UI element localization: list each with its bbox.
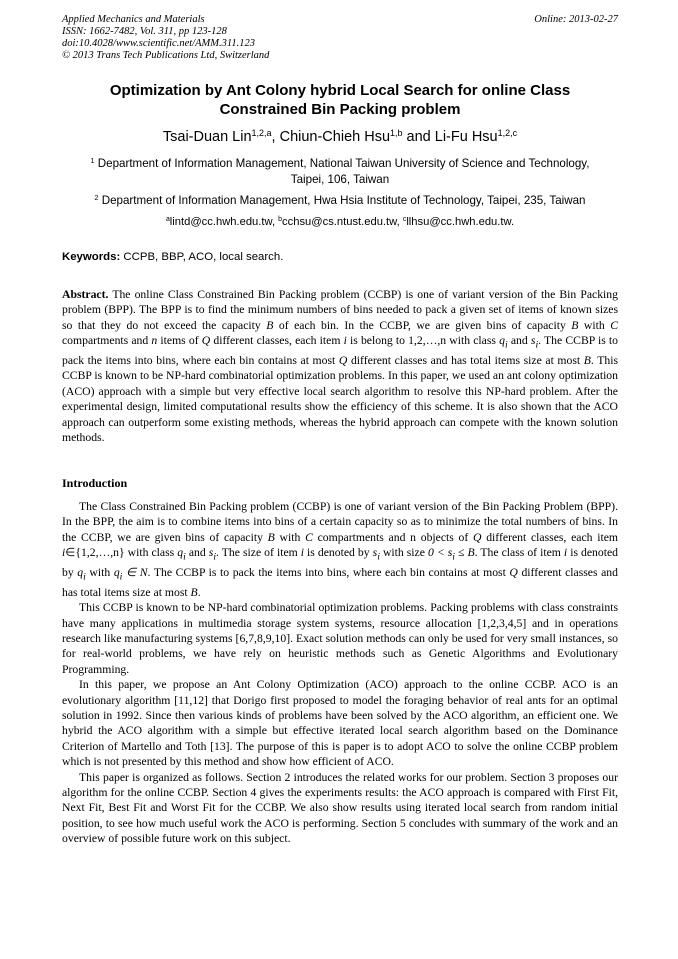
intro-paragraph-2: This CCBP is known to be NP-hard combinatorial optimization problems. Packing problems with class constraints have many applications in multimedia storage system systems, resource allocation [1,2,3,4,5] and in operations research like manufacturing systems [6,7,8,9,10]. Exact solution methods can only be used for very small instances, so for real-world problems, we have rely on heuristic methods such as Genetic Algorithms and Evolutionary Programming. xyxy=(62,601,618,676)
affiliation-1-line-1: Department of Information Management, National Taiwan University of Science and Technology, xyxy=(97,157,590,170)
keywords-label: Keywords: xyxy=(62,251,121,263)
author-separator: and xyxy=(402,129,435,145)
email-b-marker: b xyxy=(278,216,283,224)
introduction-body xyxy=(62,499,618,847)
author-list xyxy=(62,128,618,146)
author-1-affiliation: 1,2,a xyxy=(251,128,272,139)
email-a: lintd@cc.hwh.edu.tw xyxy=(169,216,272,228)
affiliation-2-text: Department of Information Management, Hwa Hsia Institute of Technology, Taipei, 235, Taiwan xyxy=(101,194,586,207)
introduction-heading: Introduction xyxy=(62,476,128,490)
author-1: Tsai-Duan Lin xyxy=(162,129,252,145)
author-3: Li-Fu Hsu xyxy=(434,129,498,145)
affiliation-1-line-2: Taipei, 106, Taiwan xyxy=(290,173,390,186)
title-line-1: Optimization by Ant Colony hybrid Local Search for online Class xyxy=(109,82,571,99)
journal-name: Applied Mechanics and Materials xyxy=(62,14,205,25)
affiliation-1 xyxy=(62,156,618,188)
affiliation-2 xyxy=(62,193,618,209)
author-2: Chiun-Chieh Hsu xyxy=(279,129,391,145)
copyright-line: © 2013 Trans Tech Publications Ltd, Switzerland xyxy=(62,50,270,61)
issn-line: ISSN: 1662-7482, Vol. 311, pp 123-128 xyxy=(62,26,227,37)
doi-line: doi:10.4028/www.scientific.net/AMM.311.123 xyxy=(62,38,255,49)
abstract-label: Abstract. xyxy=(62,288,109,301)
keywords-text: CCPB, BBP, ACO, local search. xyxy=(123,251,284,263)
email-b: cchsu@cs.ntust.edu.tw xyxy=(282,216,397,228)
title-line-2: Constrained Bin Packing problem xyxy=(219,101,461,118)
intro-paragraph-4: This paper is organized as follows. Section 2 introduces the related works for our problem. Section 3 proposes our algorithm for the online CCBP. Section 4 gives the experiments results: the ACO approach is compared with First Fit, Next Fit, Best Fit and Worst Fit for the CCBP. We also show results using iterated local search from random initial position, to see how much useful work the ACO is performing. Section 5 concludes with summary of the work and an overview of possible future work on this subject. xyxy=(62,770,618,846)
author-separator: , xyxy=(271,129,280,145)
journal-header xyxy=(62,14,618,62)
author-3-affiliation: 1,2,c xyxy=(497,128,518,139)
email-c-marker: c xyxy=(402,216,407,224)
abstract: Abstract. The online Class Constrained Bin Packing problem (CCBP) is one of variant version of the Bin Packing problem (BPP). The BPP is to find the minimum numbers of bins needed to pack a given set of items of known sizes so that they do not exceed the capacity B of each bin. In the CCBP, we are given bins of capacity B with C compartments and n items of Q different classes, each item i is belong to 1,2,…,n with class $q_i$ and $s_i$. The CCBP is to pack the items into bins, where each bin contains at most Q different classes and has total items size at most B. This CCBP is known to be NP-hard combinatorial optimization problems. In this paper, we used an ant colony optimization (ACO) approach with a simple but very effective local search algorithm to resolve this NP-hard problem. After the experimental design, limited computational results show the efficiency of this scheme. It is also shown that the ACO approach can outperform some existing methods, whereas the hybrid approach can compete with the known solution methods. xyxy=(62,288,618,444)
intro-paragraph-3: In this paper, we propose an Ant Colony Optimization (ACO) approach to the online CCBP. ACO is an evolutionary algorithm [11,12] that Dorigo first proposed to model the foraging behavior of real ants for an optimal solution in 1992. Since then various kinds of problems have been solved by the ACO algorithm, an efficient one. We hybrid the ACO algorithm with a simple but effective iterated local search algorithm based on the Dominance Criterion of Martello and Toth [13]. The purpose of this is paper is to adopt ACO to solve the online CCBP problem which is not presented by this method and show how efficient of ACO. xyxy=(62,678,618,769)
paper-title xyxy=(62,81,618,119)
email-c: llhsu@cc.hwh.edu.tw xyxy=(406,216,511,228)
affiliation-1-number: 1 xyxy=(90,156,95,166)
affiliation-2-number: 2 xyxy=(94,193,99,203)
keywords xyxy=(62,250,618,265)
online-date: Online: 2013-02-27 xyxy=(534,14,618,25)
author-2-affiliation: 1,b xyxy=(390,128,403,139)
email-a-marker: a xyxy=(165,216,170,224)
intro-paragraph-1: The Class Constrained Bin Packing problem (CCBP) is one of variant version of the Bin Packing Problem (BPP). In the BPP, the aim is to combine items into bins of a certain capacity so as to minimize the total numbers of bins. In the CCBP, we are given bins of capacity B with C compartments and n objects of Q different classes, each item i∈{1,2,…,n} with class $q_i$ and $s_i$. The size of item i is denoted by $s_i$ with size $0 < s_i \le B$. The class of item i is denoted by $q_i$ with $q_i$ ∈ N. The CCBP is to pack the items into bins, where each bin contains at most Q different classes and has total items size at most B. xyxy=(62,500,619,599)
author-emails: $^a$lintd@cc.hwh.edu.tw, $^b$cchsu@cs.ntust.edu.tw, $^c$llhsu@cc.hwh.edu.tw. xyxy=(165,216,515,228)
